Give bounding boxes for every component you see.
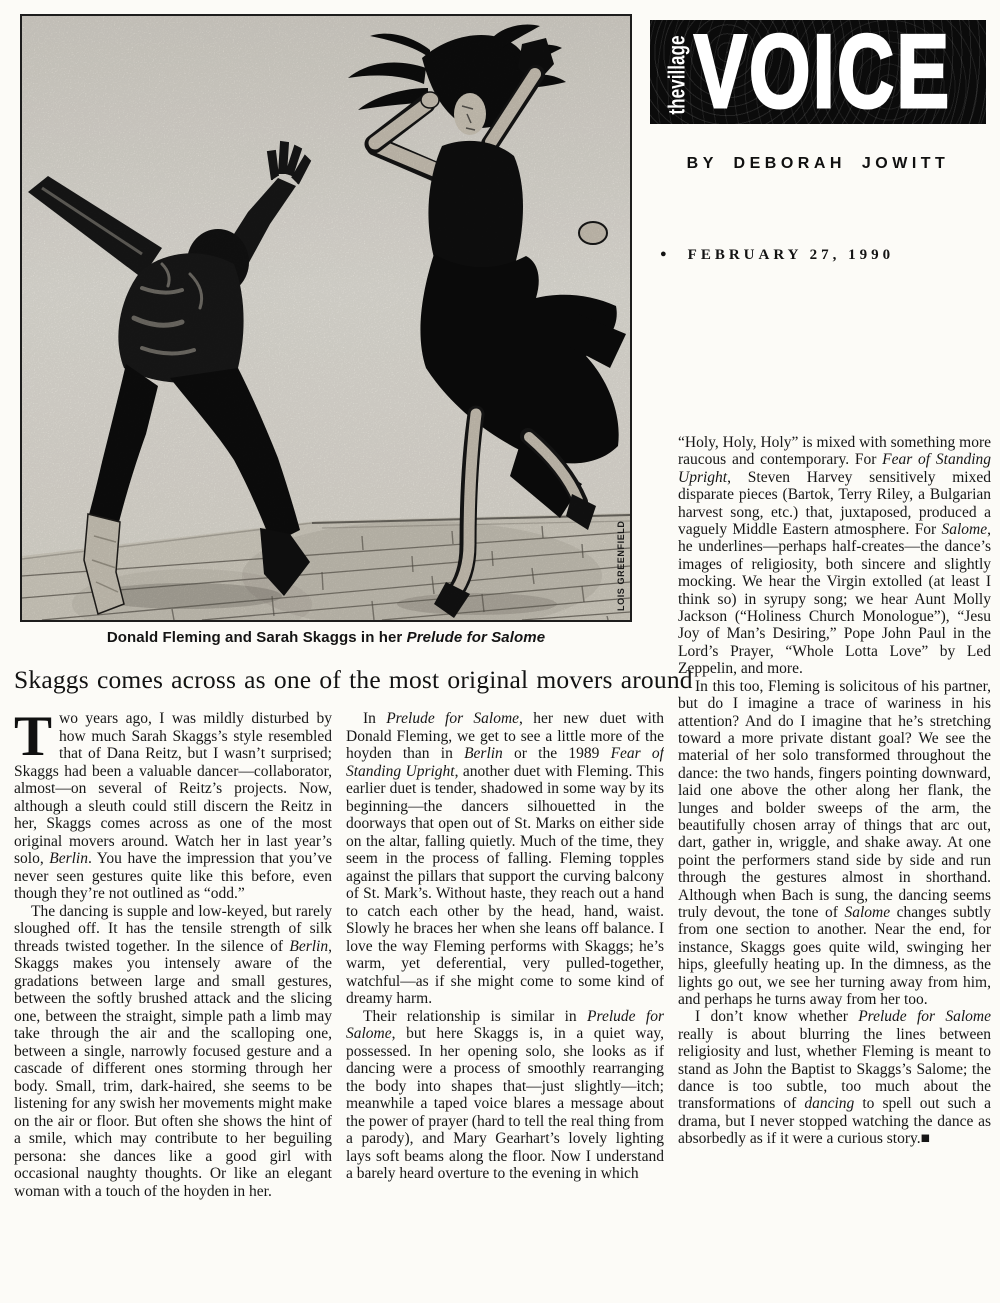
photo-caption — [20, 629, 632, 646]
dateline-text: FEBRUARY 27, 1990 — [687, 247, 895, 263]
article-paragraph: The dancing is supple and low-keyed, but rarely sloughed off. It has the tensile strength of silk threads twisted together. In the silence of Berlin, Skaggs makes you intensely aware of the gradations between large and small gestures, between the softly brushed attack and the slicing one, between the straight, simple path a limb may take through the air and the scalloping one, between a single, narrowly focused gesture and a cascade of different ones storming through her body. Small, trim, dark-haired, she seems to be listening for any swish her movements might make on the air or floor. But often she shows the hint of a smile, which may contribute to her beguiling persona: she dances like a good girl with occasional naughty thoughts. Or like an elegant woman with a touch of the hoyden in her. — [14, 902, 332, 1200]
dateline — [660, 247, 996, 264]
article-photo — [20, 14, 632, 622]
village-voice-logo — [650, 20, 986, 124]
article-paragraph: Their relationship is similar in Prelude for Salome, but here Skaggs is, in a quiet way, possessed. In her opening solo, she looks as if dancing were a process of smoothly rearranging the body into shapes that—just slightly—itch; meanwhile a taped voice blares a message about the power of prayer (hard to tell the real thing from a parody), and Mary Gearhart’s lovely lighting lays soft beams along the floor. Now I understand a barely heard overture to the evening in which — [346, 1007, 664, 1182]
article-paragraph: I don’t know whether Prelude for Salome really is about blurring the lines between religiosity and lust, whether Fleming is meant to stand as John the Baptist to Skaggs’s Salome; the dance is too subtle, too much about the transformations of dancing to spell out such a drama, but I never stopped watching the dance as absorbedly as if it were a curious story.■ — [678, 1008, 991, 1148]
photo-caption-text: Donald Fleming and Sarah Skaggs in her — [106, 629, 407, 646]
article-paragraph: Two years ago, I was mildly disturbed by how much Sarah Skaggs’s style resembled that of Dana Reitz, but I wasn’t surprised; Skaggs had been a valuable dancer—collaborator, almost—on several of Reitz’s projects. Now, although a sleuth could still discern the Reitz in her, Skaggs comes across as one of the most original movers around. Watch her in last year’s solo, Berlin. You have the impression that you’ve never seen gestures quite like this before, even though they’re not outlined as “odd.” — [14, 710, 332, 902]
article-headline: Skaggs comes across as one of the most original movers around — [14, 665, 693, 694]
byline: BY DEBORAH JOWITT — [686, 155, 950, 172]
article-column-2 — [346, 710, 664, 1282]
article-column-1 — [14, 710, 332, 1300]
drop-cap: T — [14, 710, 53, 768]
article-paragraph: “Holy, Holy, Holy” is mixed with something more raucous and contemporary. For Fear of Standing Upright, Steven Harvey sensitively mixed disparate pieces (Bartok, Terry Riley, a Bulgarian harvest song, etc.) that, juxtaposed, produced a vaguely Middle Eastern atmosphere. For Salome, he underlines—perhaps half-creates—the dance’s images of religiosity, both sincere and slightly mocking. We hear the Virgin extolled (at least I think so) in syrupy song; we hear Aunt Molly Jackson (“Holiness Church Monologue”), “Jesu Joy of Man’s Desiring,” Pope John Paul in the Lord’s Prayer, “Whole Lotta Love” by Led Zeppelin, and more. — [678, 434, 991, 678]
photo-caption-title: Prelude for Salome — [406, 629, 546, 646]
thevillage-vertical-text: thevillage — [663, 35, 690, 115]
article-column-3 — [678, 434, 991, 1280]
dancers-photo-illustration — [22, 16, 630, 620]
article-paragraph: In Prelude for Salome, her new duet with Donald Fleming, we get to see a little more of the hoyden than in Berlin or the 1989 Fear of Standing Upright, another duet with Fleming. This earlier duet is tender, shadowed in some way by its beginning—the dancers silhouetted in the doorways that open out of St. Marks on either side on the altar, falling quietly. Much of the time, they seem in the process of falling. Fleming topples against the pillars that support the curving balcony of St. Mark’s. Without haste, they reach out a hand to catch each other by the head, hand, waist. Slowly he braces her when she leans off balance. I love the way Fleming performs with Skaggs; he’s warm, yet deferential, very pulled-together, watchful—as if she might come to some kind of dreamy harm. — [346, 710, 664, 1007]
photo-credit: LOIS GREENFIELD — [616, 520, 626, 611]
article-paragraph: In this too, Fleming is solicitous of his partner, but do I imagine a trace of wariness in his attention? And do I imagine that he’s stretching toward a more private distant goal? We see the material of her solo transformed throughout the dance: the two hands, fingers pointing downward, laid one above the other along her flank, the lunges and bolder sweeps of the arm, the beautifully chosen array of things that arc out, dart, gather in, wriggle, and shake away. At one point the performers stand side by side and run through the gestures almost in shorthand. Although when Bach is sung, the dancing seems truly devout, the tone of Salome changes subtly from one section to another. Near the end, for instance, Skaggs goes quite wild, swinging her hips, gleefully heating up. In the dimness, as the lights go out, we see her turning away from him, and perhaps he turns away from her too. — [678, 677, 991, 1008]
voice-logo-text: VOICE — [694, 20, 952, 124]
bullet-icon: ● — [660, 248, 667, 260]
photo-grain-overlay — [22, 16, 630, 620]
